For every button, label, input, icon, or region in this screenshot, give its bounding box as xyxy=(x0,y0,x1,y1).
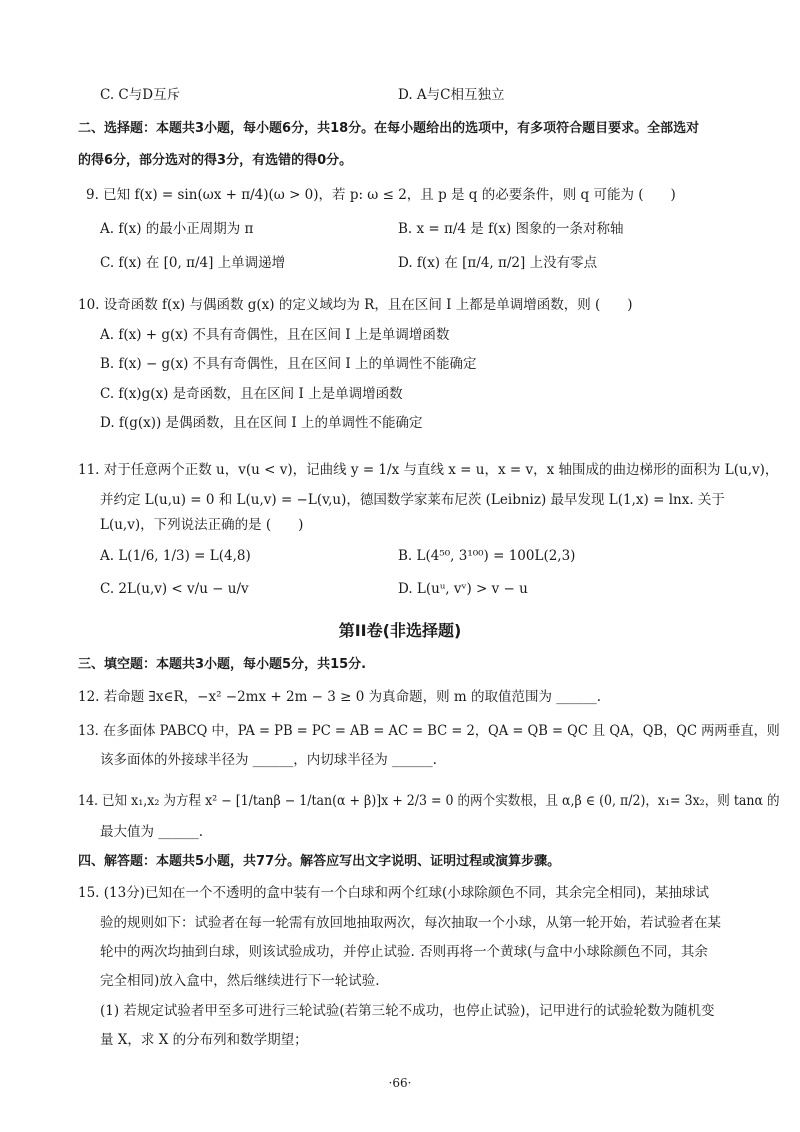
q11-option-c: C. 2L(u,v) < v/u − u/v xyxy=(100,581,249,597)
section2-header-line1: 二、选择题：本题共3小题，每小题6分，共18分。在每小题给出的选项中，有多项符合题目要求。全部选对 xyxy=(78,121,700,136)
q14-stem-line2: 最大值为 ______. xyxy=(100,824,204,840)
q15-part1-line2: 量 X，求 X 的分布列和数学期望； xyxy=(100,1032,308,1048)
q10-option-a: A. f(x) + g(x) 不具有奇偶性，且在区间 I 上是单调增函数 xyxy=(100,327,450,343)
q9-stem: 9. 已知 f(x) = sin(ωx + π/4)(ω > 0)，若 p: ω ≤ 2，且 p 是 q 的必要条件，则 q 可能为 ( ) xyxy=(86,187,676,203)
q15-part1-line1: (1) 若规定试验者甲至多可进行三轮试验(若第三轮不成功，也停止试验)，记甲进行的试验轮数为随机变 xyxy=(100,1003,715,1019)
q10-stem: 10. 设奇函数 f(x) 与偶函数 g(x) 的定义域均为 R，且在区间 I 上都是单调增函数，则 ( ) xyxy=(78,297,633,313)
q11-option-a: A. L(1/6, 1/3) = L(4,8) xyxy=(100,548,251,564)
q11-stem-line1: 11. 对于任意两个正数 u，v(u < v)，记曲线 y = 1/x 与直线 x = u，x = v，x 轴围成的曲边梯形的面积为 L(u,v)， xyxy=(78,462,779,478)
q10-option-b: B. f(x) − g(x) 不具有奇偶性，且在区间 I 上的单调性不能确定 xyxy=(100,356,477,372)
q12-stem: 12. 若命题 ∃x∈R，−x² −2mx + 2m − 3 ≥ 0 为真命题，则 m 的取值范围为 ______. xyxy=(78,689,602,705)
q11-stem-line3: L(u,v)，下列说法正确的是 ( ) xyxy=(100,517,304,533)
section2-header-line2: 的得6分，部分选对的得3分，有选错的得0分。 xyxy=(78,153,353,168)
q13-stem-line2: 该多面体的外接球半径为 ______，内切球半径为 ______. xyxy=(100,752,437,768)
section4-header: 四、解答题：本题共5小题，共77分。解答应写出文字说明、证明过程或演算步骤。 xyxy=(78,854,561,869)
q11-stem-line2: 并约定 L(u,u) = 0 和 L(u,v) = −L(v,u)，德国数学家莱布尼茨 (Leibniz) 最早发现 L(1,x) = lnx. 关于 xyxy=(100,492,725,508)
section3-header: 三、填空题：本题共3小题，每小题5分，共15分. xyxy=(78,657,367,672)
q8-option-c: C. C与D互斥 xyxy=(100,87,181,103)
part2-title: 第II卷(非选择题) xyxy=(338,621,462,640)
q9-option-a: A. f(x) 的最小正周期为 π xyxy=(100,221,254,237)
q10-option-c: C. f(x)g(x) 是奇函数，且在区间 I 上是单调增函数 xyxy=(100,386,403,402)
q9-option-c: C. f(x) 在 [0, π/4] 上单调递增 xyxy=(100,255,286,271)
q15-line1: 15. (13分)已知在一个不透明的盒中装有一个白球和两个红球(小球除颜色不同，其余完全相同)，某抽球试 xyxy=(78,885,710,901)
q14-stem-line1: 14. 已知 x₁,x₂ 为方程 x² − [1/tanβ − 1/tan(α + β)]x + 2/3 = 0 的两个实数根，且 α,β ∈ (0, π/2)，x₁= 3x₂，则 tanα 的 xyxy=(78,793,780,809)
q11-option-b: B. L(4⁵⁰, 3¹⁰⁰) = 100L(2,3) xyxy=(398,548,576,564)
q15-line3: 轮中的两次均抽到白球，则该试验成功，并停止试验. 否则再将一个黄球(与盒中小球除颜色不同，其余 xyxy=(100,944,708,960)
q15-line2: 验的规则如下：试验者在每一轮需有放回地抽取两次，每次抽取一个小球，从第一轮开始，若试验者在某 xyxy=(100,915,721,931)
q13-stem-line1: 13. 在多面体 PABCQ 中，PA = PB = PC = AB = AC = BC = 2，QA = QB = QC 且 QA，QB，QC 两两垂直，则 xyxy=(78,723,780,739)
q11-option-d: D. L(uᵘ, vᵛ) > v − u xyxy=(398,581,528,597)
q9-option-b: B. x = π/4 是 f(x) 图象的一条对称轴 xyxy=(398,221,624,237)
q15-line4: 完全相同)放入盒中，然后继续进行下一轮试验. xyxy=(100,973,380,989)
q8-option-d: D. A与C相互独立 xyxy=(398,87,505,103)
q10-option-d: D. f(g(x)) 是偶函数，且在区间 I 上的单调性不能确定 xyxy=(100,415,423,431)
q9-option-d: D. f(x) 在 [π/4, π/2] 上没有零点 xyxy=(398,255,598,271)
page-number: ·66· xyxy=(388,1076,412,1090)
